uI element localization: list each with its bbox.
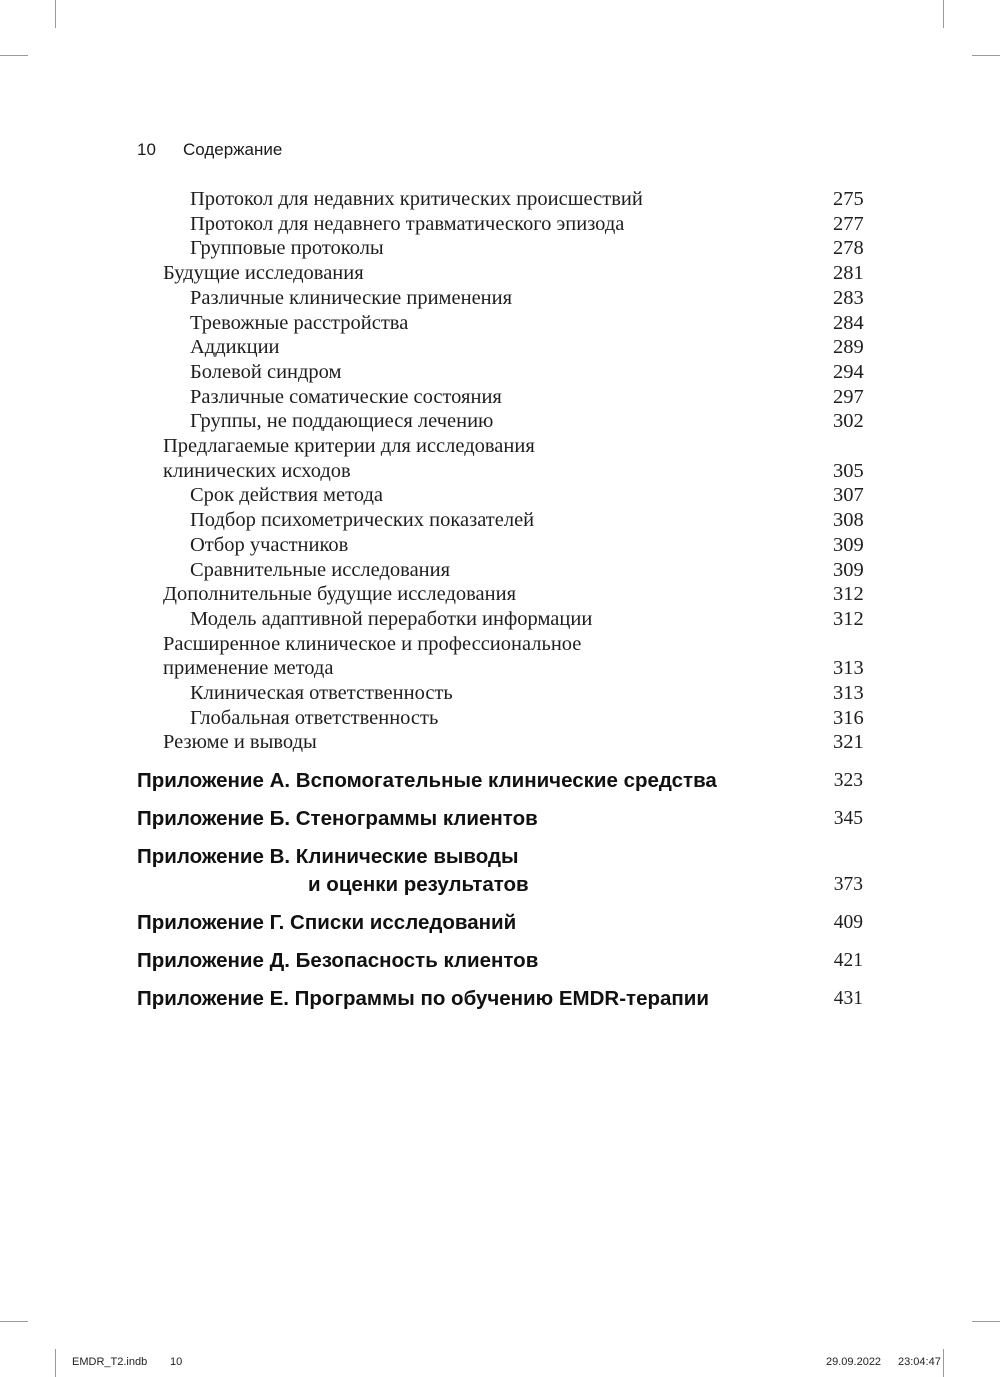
toc-entry-page: 309 xyxy=(833,559,864,581)
appendix-entry[interactable] xyxy=(137,767,717,795)
toc-entry-title: Групповые протоколы xyxy=(190,237,384,259)
toc-entry-page: 312 xyxy=(833,608,864,630)
toc-entry-page: 297 xyxy=(833,386,864,408)
appendix-entry[interactable] xyxy=(137,909,516,937)
appendix-title: Приложение А. Вспомогательные клинические средства xyxy=(137,769,717,792)
toc-entry-title: Клиническая ответственность xyxy=(190,682,453,704)
toc-entry-page: 289 xyxy=(833,336,864,358)
appendix-page: 421 xyxy=(833,950,863,971)
toc-entry-title: Тревожные расстройства xyxy=(190,312,409,334)
toc-entry-title: Сравнительные исследования xyxy=(190,559,451,581)
toc-entry-page: 309 xyxy=(833,534,864,556)
toc-entry[interactable] xyxy=(190,311,864,336)
toc-entry[interactable] xyxy=(190,706,864,731)
toc-entry[interactable] xyxy=(190,187,864,212)
appendix-entry[interactable] xyxy=(137,985,709,1013)
toc-entry[interactable] xyxy=(163,730,864,755)
toc-entry-title: Будущие исследования xyxy=(163,262,364,284)
toc-entry-title: Резюме и выводы xyxy=(163,731,317,753)
toc-entry-page: 321 xyxy=(833,731,864,753)
toc-entry[interactable] xyxy=(163,434,535,459)
appendix-title: Приложение В. Клинические выводы xyxy=(137,845,519,868)
appendix-page: 431 xyxy=(833,988,863,1009)
toc-entry-title: Дополнительные будущие исследования xyxy=(163,583,517,605)
toc-entry-title: Болевой синдром xyxy=(190,361,342,383)
toc-entry[interactable] xyxy=(190,607,864,632)
toc-entry-page: 302 xyxy=(833,410,864,432)
section-title: Содержание xyxy=(183,140,283,159)
toc-entry-page: 277 xyxy=(833,213,864,235)
toc-entry[interactable] xyxy=(190,681,864,706)
appendix-entry-continuation[interactable] xyxy=(308,871,529,899)
toc-entry[interactable] xyxy=(190,558,864,583)
toc-entry[interactable] xyxy=(190,212,864,237)
slug-file-page: 10 xyxy=(170,1356,183,1368)
appendix-page: 373 xyxy=(833,874,863,895)
toc-entry-continuation[interactable] xyxy=(163,459,864,484)
toc-entry-title: Отбор участников xyxy=(190,534,349,556)
appendix-title: Приложение Д. Безопасность клиентов xyxy=(137,949,539,972)
toc-entry-title: Предлагаемые критерии для исследования xyxy=(163,435,535,457)
toc-entry[interactable] xyxy=(190,533,864,558)
toc-entry-page: 316 xyxy=(833,707,864,729)
slug-time: 23:04:47 xyxy=(898,1356,941,1368)
toc-entry-page: 281 xyxy=(833,262,864,284)
toc-entry-title: Группы, не поддающиеся лечению xyxy=(190,410,494,432)
toc-entry[interactable] xyxy=(190,286,864,311)
toc-entry-page: 313 xyxy=(833,657,864,679)
toc-entry-page: 283 xyxy=(833,287,864,309)
toc-entry[interactable] xyxy=(190,236,864,261)
toc-entry-page: 307 xyxy=(833,484,864,506)
appendix-page: 345 xyxy=(833,808,863,829)
appendix-entry[interactable] xyxy=(137,805,538,833)
toc-entry-title: Срок действия метода xyxy=(190,484,383,506)
appendix-entry[interactable] xyxy=(137,843,519,871)
toc-entry[interactable] xyxy=(190,508,864,533)
appendix-title: Приложение Б. Стенограммы клиентов xyxy=(137,807,538,830)
toc-entry[interactable] xyxy=(190,335,864,360)
appendix-entry[interactable] xyxy=(137,947,538,975)
toc-entry-title: Расширенное клиническое и профессиональное xyxy=(163,633,582,655)
toc-entry-title: клинических исходов xyxy=(163,460,351,482)
appendix-title: Приложение Г. Списки исследований xyxy=(137,911,517,934)
toc-entry[interactable] xyxy=(163,261,864,286)
page-number: 10 xyxy=(137,140,156,159)
toc-entry-title: Различные соматические состояния xyxy=(190,386,502,408)
toc-entry-continuation[interactable] xyxy=(163,656,864,681)
toc-entry[interactable] xyxy=(163,582,864,607)
toc-entry[interactable] xyxy=(163,632,581,657)
toc-entry-title: Протокол для недавних критических происшествий xyxy=(190,188,643,210)
toc-entry-title: Глобальная ответственность xyxy=(190,707,439,729)
appendix-title: и оценки результатов xyxy=(308,873,529,896)
toc-entry[interactable] xyxy=(190,483,864,508)
appendix-page: 323 xyxy=(833,770,863,791)
toc-entry-title: Аддикции xyxy=(190,336,280,358)
appendix-page: 409 xyxy=(833,912,863,933)
toc-entry-page: 312 xyxy=(833,583,864,605)
slug-file-name: EMDR_T2.indb xyxy=(72,1356,148,1368)
toc-entry-page: 313 xyxy=(833,682,864,704)
appendix-title: Приложение Е. Программы по обучению EMDR-терапии xyxy=(137,987,709,1010)
toc-entry-page: 278 xyxy=(833,237,864,259)
slug-date: 29.09.2022 xyxy=(826,1356,882,1368)
toc-entry-title: Модель адаптивной переработки информации xyxy=(190,608,593,630)
toc-entry-page: 284 xyxy=(833,312,864,334)
toc-entry-title: Различные клинические применения xyxy=(190,287,513,309)
toc-entry-title: Подбор психометрических показателей xyxy=(190,509,535,531)
toc-entry[interactable] xyxy=(190,360,864,385)
toc-entry[interactable] xyxy=(190,385,864,410)
toc-entry[interactable] xyxy=(190,409,864,434)
toc-entry-page: 305 xyxy=(833,460,864,482)
toc-entry-title: Протокол для недавнего травматического эпизода xyxy=(190,213,625,235)
toc-entry-page: 275 xyxy=(833,188,864,210)
toc-entry-title: применение метода xyxy=(163,657,334,679)
toc-entry-page: 308 xyxy=(833,509,864,531)
toc-entry-page: 294 xyxy=(833,361,864,383)
